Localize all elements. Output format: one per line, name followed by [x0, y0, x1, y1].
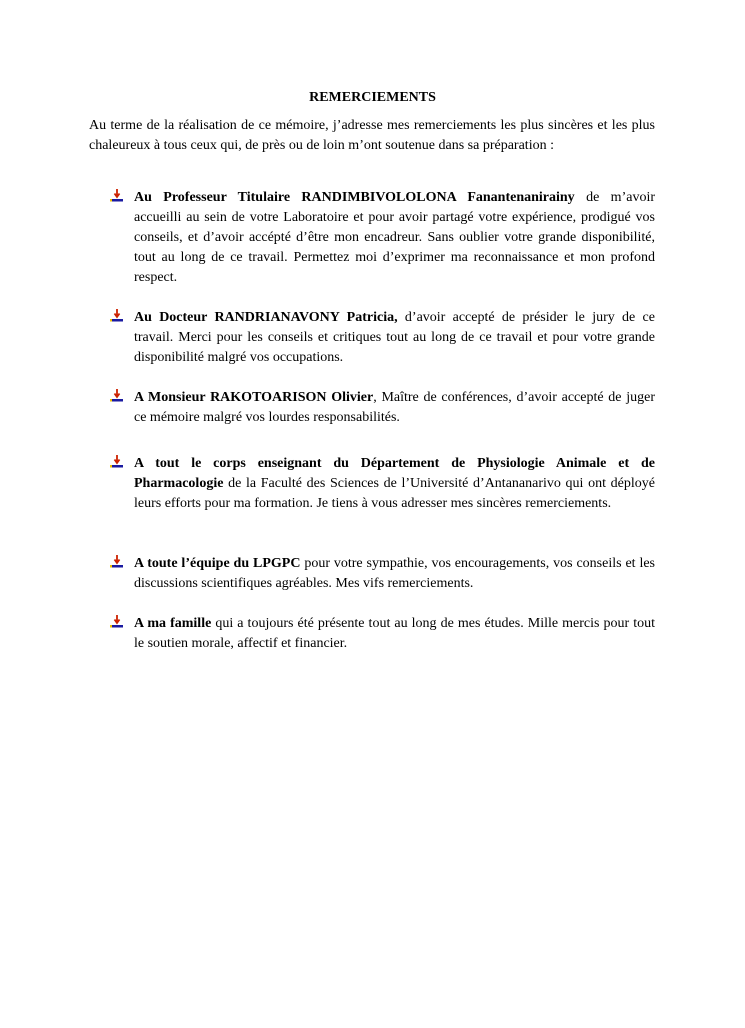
page-title: REMERCIEMENTS [309, 90, 436, 105]
list-item-docteur [134, 308, 655, 368]
item-text: , Maître de conférences, d’avoir accepté de juger ce mémoire malgré vos lourdes responsabilités. [134, 390, 655, 425]
list-item-professeur [134, 188, 655, 288]
item-text: d’avoir accepté de présider le jury de ce travail. Merci pour les conseils et critiques tout au long de ce travail et pour votre grande disponibilité malgré vos occupations. [134, 310, 655, 365]
list-item-famille [134, 614, 655, 654]
arrow-bullet-icon [110, 554, 124, 568]
arrow-bullet-icon [110, 454, 124, 468]
item-name: A Monsieur RAKOTOARISON Olivier [134, 390, 374, 405]
item-name: A tout le corps enseignant du Département de Physiologie Animale et de Pharmacologie [134, 456, 655, 491]
item-name: A ma famille [134, 616, 212, 631]
item-text: pour votre sympathie, vos encouragements, vos conseils et les discussions scientifiques agréables. Mes vifs remerciements. [134, 556, 656, 591]
item-text: qui a toujours été présente tout au long de mes études. Mille mercis pour tout le soutien morale, affectif et financier. [134, 616, 655, 651]
arrow-bullet-icon [110, 188, 124, 202]
list-item-equipe [134, 554, 655, 594]
item-name: A toute l’équipe du LPGPC [134, 556, 301, 571]
arrow-bullet-icon [110, 388, 124, 402]
item-name: Au Professeur Titulaire RANDIMBIVOLOLONA Fanantenanirainy [134, 190, 575, 205]
item-name: Au Docteur RANDRIANAVONY Patricia, [134, 310, 398, 325]
list-item-monsieur [134, 388, 655, 428]
item-text: de m’avoir accueilli au sein de votre Laboratoire et pour avoir partagé votre expérience, prodigué vos conseils, et d’avoir accépté d’être mon encadreur. Sans oublier votre grande disponibilité, tout au long de ce travail. Permettez moi d’exprimer ma reconnaissance et mon profond respect. [134, 190, 655, 285]
intro-paragraph: Au terme de la réalisation de ce mémoire, j’adresse mes remerciements les plus sincères et les plus chaleureux à tous ceux qui, de près ou de loin m’ont soutenue dans sa préparation : [89, 118, 655, 153]
arrow-bullet-icon [110, 308, 124, 322]
item-text: de la Faculté des Sciences de l’Université d’Antananarivo qui ont déployé leurs efforts pour ma formation. Je tiens à vous adresser mes sincères remerciements. [134, 476, 655, 511]
list-item-corps-enseignant [134, 454, 655, 514]
arrow-bullet-icon [110, 614, 124, 628]
